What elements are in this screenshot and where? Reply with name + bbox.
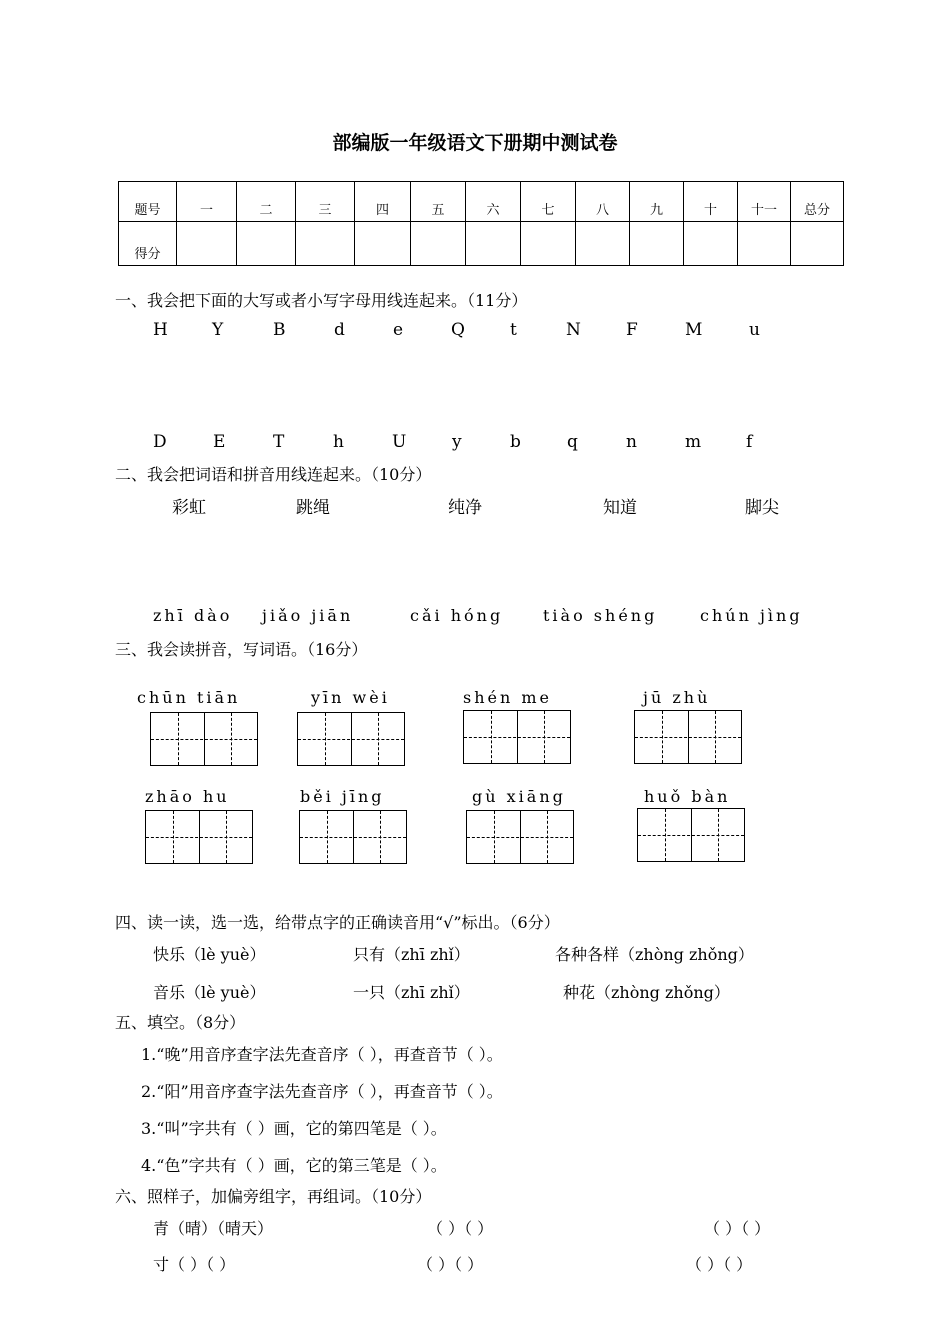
score-cell[interactable] — [630, 222, 684, 266]
letter-item[interactable]: N — [566, 320, 581, 340]
q5-line[interactable]: 4.“色”字共有（ ）画，它的第三笔是（ ）。 — [141, 1156, 447, 1175]
letter-item[interactable]: M — [685, 320, 703, 340]
score-header-cell: 十 — [684, 182, 738, 222]
q4-item[interactable]: 一只（zhī zhǐ） — [353, 983, 470, 1002]
q5-line[interactable]: 1.“晚”用音序查字法先查音序（ ），再查音节（ ）。 — [141, 1045, 503, 1064]
letter-item[interactable]: F — [626, 320, 638, 340]
word-item[interactable]: 脚尖 — [745, 498, 779, 518]
pinyin-prompt: chūn tiān — [137, 688, 241, 707]
q3-heading: 三、我会读拼音，写词语。（16分） — [115, 640, 368, 659]
q4-item[interactable]: 音乐（lè yuè） — [153, 983, 266, 1002]
score-header-cell: 九 — [630, 182, 684, 222]
q6-example: 青（晴）（晴天） — [153, 1219, 274, 1238]
score-table — [118, 181, 844, 266]
score-header-cell: 五 — [411, 182, 466, 222]
score-cell[interactable] — [521, 222, 576, 266]
score-header-cell: 四 — [355, 182, 411, 222]
writing-box[interactable] — [637, 808, 745, 862]
pinyin-prompt: gù xiāng — [472, 787, 566, 806]
word-item[interactable]: 知道 — [603, 498, 637, 518]
score-header-cell: 总分 — [791, 182, 844, 222]
score-header-cell: 八 — [576, 182, 630, 222]
score-cell[interactable] — [296, 222, 355, 266]
writing-box[interactable] — [466, 810, 574, 864]
letter-item[interactable]: H — [153, 320, 168, 340]
pinyin-prompt: shén me — [463, 688, 553, 707]
letter-item[interactable]: u — [749, 320, 760, 340]
score-header-cell: 三 — [296, 182, 355, 222]
letter-item[interactable]: T — [273, 432, 285, 452]
q6-blank[interactable]: （ ）（ ） — [704, 1219, 771, 1238]
score-header-cell: 七 — [521, 182, 576, 222]
pinyin-item[interactable]: cǎi hóng — [410, 606, 504, 625]
q6-blank[interactable]: （ ）（ ） — [417, 1255, 484, 1274]
q6-blank[interactable]: （ ）（ ） — [427, 1219, 494, 1238]
pinyin-prompt: jū zhù — [643, 688, 711, 707]
q5-line[interactable]: 3.“叫”字共有（ ）画，它的第四笔是（ ）。 — [141, 1119, 447, 1138]
pinyin-prompt: huǒ bàn — [644, 787, 731, 806]
writing-box[interactable] — [634, 710, 742, 764]
score-cell[interactable] — [177, 222, 237, 266]
score-header-cell: 六 — [466, 182, 521, 222]
word-item[interactable]: 纯净 — [448, 498, 482, 518]
letter-item[interactable]: B — [273, 320, 286, 340]
score-cell[interactable] — [355, 222, 411, 266]
score-header-cell: 题号 — [119, 182, 177, 222]
q5-heading: 五、填空。（8分） — [115, 1013, 246, 1032]
letter-item[interactable]: Y — [212, 320, 224, 340]
score-cell[interactable] — [237, 222, 296, 266]
score-cell[interactable] — [791, 222, 844, 266]
writing-box[interactable] — [463, 710, 571, 764]
q6-heading: 六、照样子，加偏旁组字，再组词。（10分） — [115, 1187, 432, 1206]
q4-item[interactable]: 快乐（lè yuè） — [153, 945, 266, 964]
word-item[interactable]: 彩虹 — [172, 498, 206, 518]
letter-item[interactable]: Q — [451, 320, 465, 340]
letter-item[interactable]: b — [510, 432, 521, 452]
letter-item[interactable]: n — [626, 432, 637, 452]
letter-item[interactable]: e — [393, 320, 404, 340]
q4-item[interactable]: 只有（zhī zhǐ） — [353, 945, 470, 964]
q4-heading: 四、读一读，选一选，给带点字的正确读音用“√”标出。（6分） — [115, 913, 560, 932]
writing-box[interactable] — [150, 712, 258, 766]
pinyin-prompt: běi jīng — [300, 787, 385, 806]
pinyin-item[interactable]: zhī dào — [153, 606, 233, 625]
letter-item[interactable]: q — [567, 432, 578, 452]
letter-item[interactable]: U — [392, 432, 407, 452]
q2-heading: 二、我会把词语和拼音用线连起来。（10分） — [115, 465, 432, 484]
score-header-cell: 十一 — [738, 182, 791, 222]
score-cell[interactable] — [466, 222, 521, 266]
q5-line[interactable]: 2.“阳”用音序查字法先查音序（ ），再查音节（ ）。 — [141, 1082, 503, 1101]
q1-heading: 一、我会把下面的大写或者小写字母用线连起来。（11分） — [115, 291, 528, 310]
writing-box[interactable] — [297, 712, 405, 766]
pinyin-item[interactable]: jiǎo jiān — [262, 606, 354, 625]
writing-box[interactable] — [299, 810, 407, 864]
score-header-cell: 一 — [177, 182, 237, 222]
pinyin-prompt: yīn wèi — [311, 688, 390, 707]
score-cell[interactable] — [576, 222, 630, 266]
letter-item[interactable]: y — [452, 432, 462, 452]
letter-item[interactable]: f — [746, 432, 753, 452]
letter-item[interactable]: t — [510, 320, 517, 340]
score-cell[interactable] — [684, 222, 738, 266]
q4-item[interactable]: 各种各样（zhòng zhǒng） — [555, 945, 754, 964]
score-row-label: 得分 — [119, 222, 177, 266]
pinyin-prompt: zhāo hu — [145, 787, 230, 806]
score-cell[interactable] — [738, 222, 791, 266]
letter-item[interactable]: m — [685, 432, 702, 452]
pinyin-item[interactable]: chún jìng — [700, 606, 803, 625]
q6-blank[interactable]: 寸（ ）（ ） — [153, 1255, 236, 1274]
letter-item[interactable]: d — [334, 320, 345, 340]
letter-item[interactable]: h — [333, 432, 344, 452]
page-title: 部编版一年级语文下册期中测试卷 — [332, 132, 618, 154]
q6-blank[interactable]: （ ）（ ） — [686, 1255, 753, 1274]
writing-box[interactable] — [145, 810, 253, 864]
word-item[interactable]: 跳绳 — [296, 498, 330, 518]
pinyin-item[interactable]: tiào shéng — [543, 606, 658, 625]
score-header-cell: 二 — [237, 182, 296, 222]
score-cell[interactable] — [411, 222, 466, 266]
letter-item[interactable]: D — [153, 432, 167, 452]
q4-item[interactable]: 种花（zhòng zhǒng） — [563, 983, 730, 1002]
letter-item[interactable]: E — [213, 432, 226, 452]
